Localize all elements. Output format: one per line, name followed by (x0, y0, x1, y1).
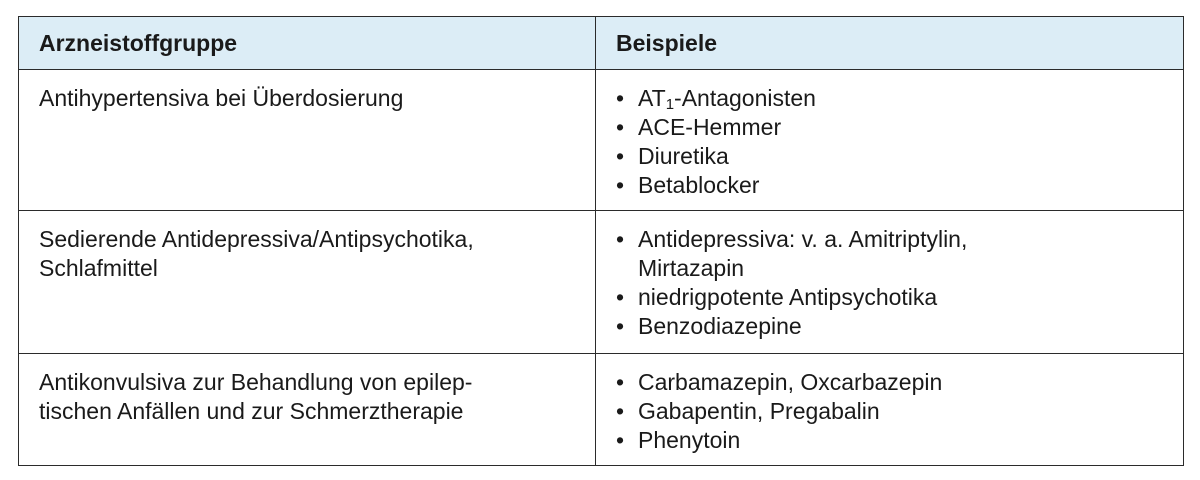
list-item (616, 142, 1183, 171)
examples-cell (596, 70, 1184, 211)
example-text: Diuretika (638, 143, 729, 169)
list-item (616, 171, 1183, 200)
drug-group-text: Antikonvulsiva zur Behandlung von epilep- tischen Anfällen und zur Schmerztherapie (39, 369, 473, 424)
examples-list (616, 84, 1183, 200)
drug-group-cell (19, 70, 596, 211)
list-item (616, 283, 1183, 312)
drug-group-cell (19, 354, 596, 466)
examples-cell (596, 354, 1184, 466)
examples-list (616, 368, 1183, 455)
bullet-icon: • (616, 172, 625, 198)
example-text: Antidepressiva: v. a. Amitriptylin, Mirtazapin (638, 226, 968, 281)
table-row (19, 211, 1184, 354)
example-text: Gabapentin, Pregabalin (638, 398, 880, 424)
list-item (616, 368, 1183, 397)
list-item (616, 84, 1183, 113)
bullet-icon: • (616, 226, 625, 252)
example-text: $AT_1$-Antagonisten (638, 85, 816, 113)
header-drug-group: Arzneistoffgruppe (19, 17, 596, 70)
example-text: ACE-Hemmer (638, 114, 782, 140)
table-row (19, 354, 1184, 466)
bullet-icon: • (616, 114, 625, 140)
bullet-icon: • (616, 284, 625, 310)
list-item (616, 225, 1183, 283)
drug-group-text: Antihypertensiva bei Überdosierung (39, 85, 404, 111)
example-text: Carbamazepin, Oxcarbazepin (638, 369, 943, 395)
table-header-row (19, 17, 1184, 70)
header-examples: Beispiele (596, 17, 1184, 70)
example-text: Benzodiazepine (638, 313, 802, 339)
bullet-icon: • (616, 143, 625, 169)
bullet-icon: • (616, 85, 625, 111)
list-item (616, 397, 1183, 426)
bullet-icon: • (616, 398, 625, 424)
example-text: Phenytoin (638, 427, 741, 453)
drug-group-cell (19, 211, 596, 354)
examples-list (616, 225, 1183, 341)
drug-group-text: Sedierende Antidepressiva/Antipsychotika, Schlafmittel (39, 226, 474, 281)
bullet-icon: • (616, 313, 625, 339)
example-text: Betablocker (638, 172, 760, 198)
examples-cell (596, 211, 1184, 354)
list-item (616, 113, 1183, 142)
list-item (616, 312, 1183, 341)
list-item (616, 426, 1183, 455)
bullet-icon: • (616, 369, 625, 395)
bullet-icon: • (616, 427, 625, 453)
drug-group-table (18, 16, 1184, 466)
example-text: niedrigpotente Antipsychotika (638, 284, 938, 310)
table-row (19, 70, 1184, 211)
